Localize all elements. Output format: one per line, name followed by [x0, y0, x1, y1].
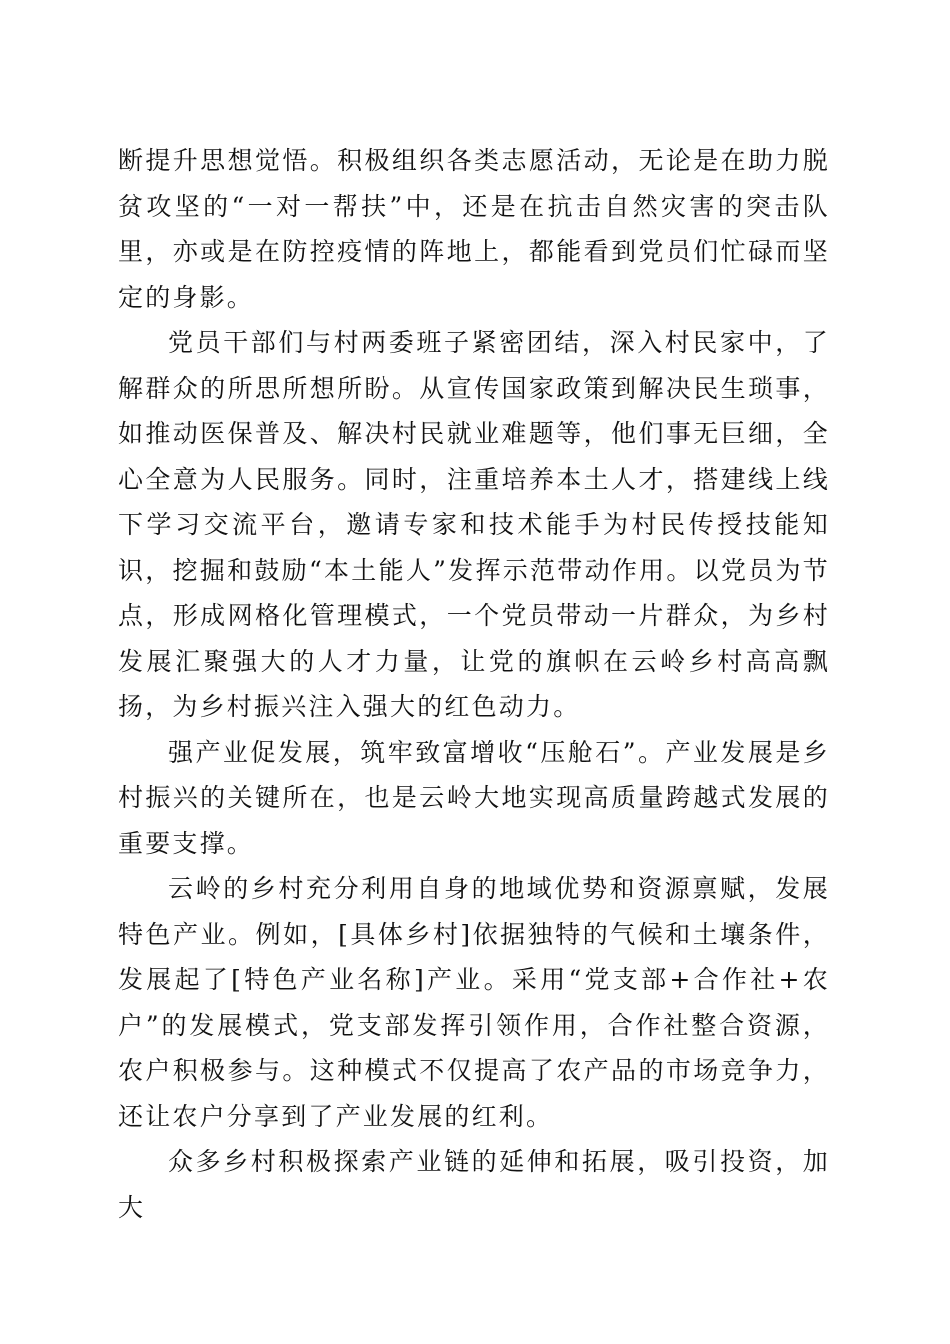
- paragraph-industrial-chain: 众多乡村积极探索产业链的延伸和拓展，吸引投资，加大: [118, 1147, 830, 1222]
- paragraph-special-industries: 云岭的乡村充分利用自身的地域优势和资源禀赋，发展特色产业。例如，[具体乡村]依据独特的气候和土壤条件，发展起了[特色产业名称]产业。采用“党支部+合作社+农户”的发展模式，党支部发挥引领作用，合作社整合资源，农户积极参与。这种模式不仅提高了农产品的市场竞争力，还让农户分享到了产业发展的红利。: [118, 874, 830, 1131]
- paragraph-volunteer-activities: 断提升思想觉悟。积极组织各类志愿活动，无论是在助力脱贫攻坚的“一对一帮扶”中，还是在抗击自然灾害的突击队里，亦或是在防控疫情的阵地上，都能看到党员们忙碌而坚定的身影。: [118, 146, 830, 312]
- paragraph-industry-development: 强产业促发展，筑牢致富增收“压舱石”。产业发展是乡村振兴的关键所在，也是云岭大地实现高质量跨越式发展的重要支撑。: [118, 737, 830, 858]
- body-text: [118, 138, 830, 1230]
- paragraph-party-members-service: 党员干部们与村两委班子紧密团结，深入村民家中，了解群众的所思所想所盼。从宣传国家政策到解决民生琐事，如推动医保普及、解决村民就业难题等，他们事无巨细，全心全意为人民服务。同时，注重培养本土人才，搭建线上线下学习交流平台，邀请专家和技术能手为村民传授技能知识，挖掘和鼓励“本土能人”发挥示范带动作用。以党员为节点，形成网格化管理模式，一个党员带动一片群众，为乡村发展汇聚强大的人才力量，让党的旗帜在云岭乡村高高飘扬，为乡村振兴注入强大的红色动力。: [118, 328, 830, 721]
